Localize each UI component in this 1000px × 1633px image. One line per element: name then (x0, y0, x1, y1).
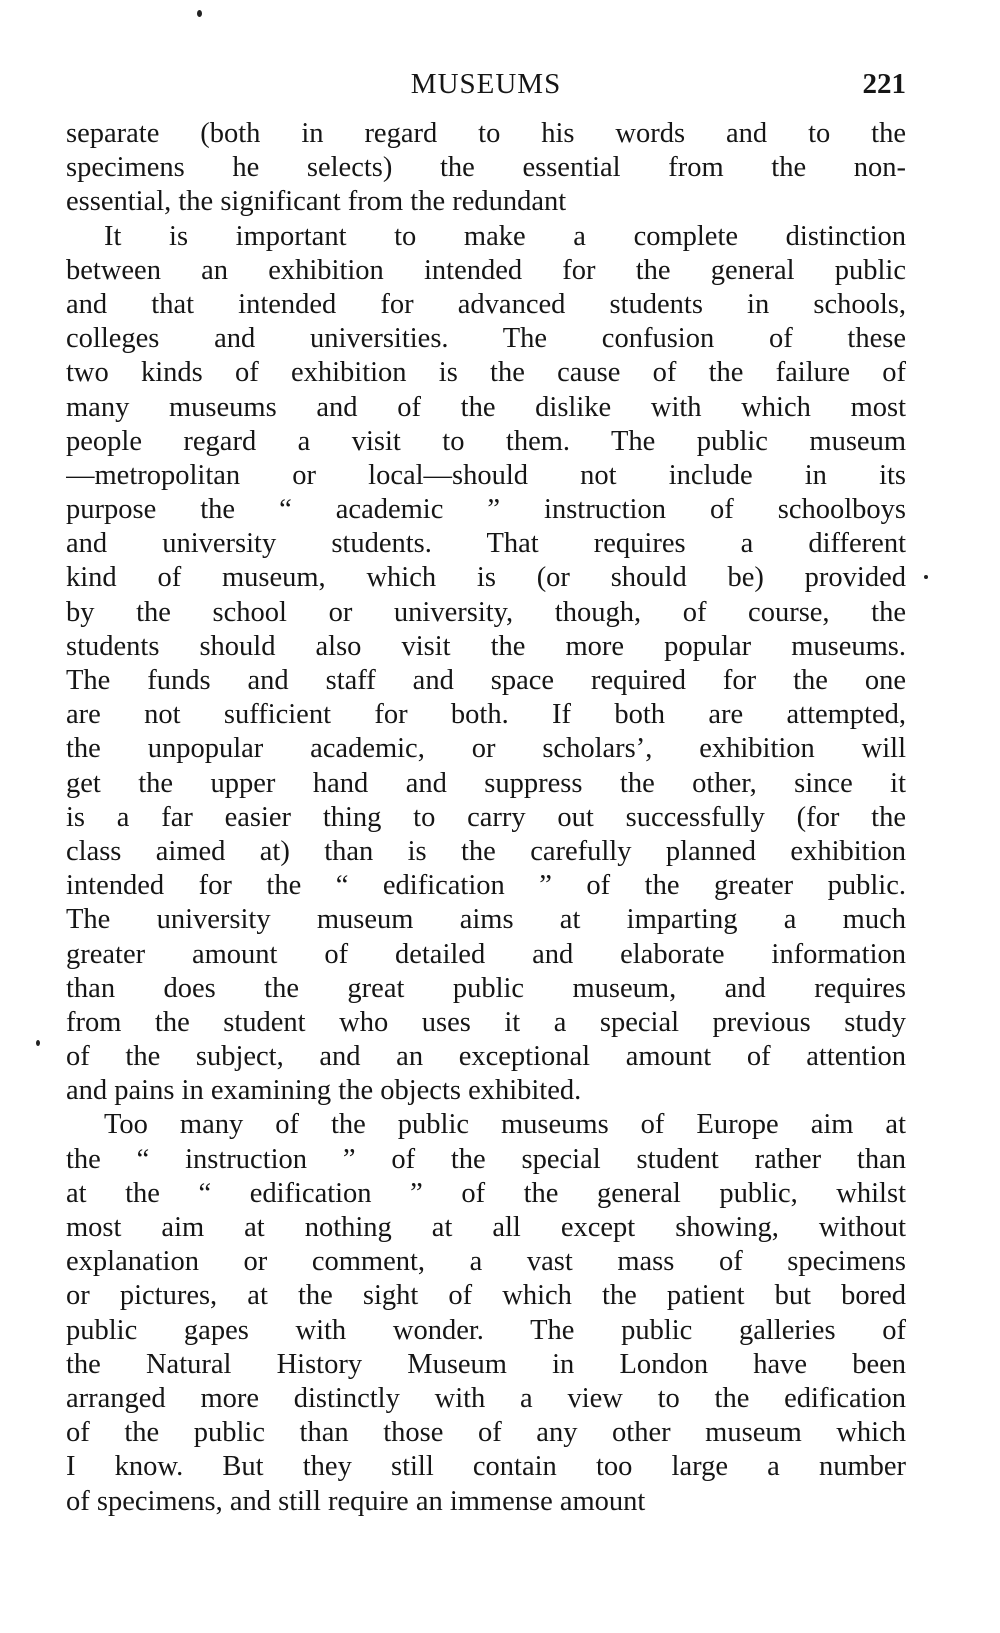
text-line: kind of museum, which is (or should be) provided (66, 562, 906, 594)
paragraph (66, 1108, 906, 1518)
text-line: at the “ edification ” of the general public, whilst (66, 1177, 906, 1209)
text-line: get the upper hand and suppress the other, since it (66, 767, 906, 799)
text-line: Too many of the public museums of Europe aim at (104, 1109, 906, 1141)
text-line: purpose the “ academic ” instruction of schoolboys (66, 494, 906, 526)
text-line: and pains in examining the objects exhibited. (66, 1075, 582, 1107)
text-line: public gapes with wonder. The public galleries of (66, 1314, 906, 1346)
text-line: arranged more distinctly with a view to the edification (66, 1382, 906, 1414)
ink-speck-left (36, 1040, 40, 1046)
text-line: or pictures, at the sight of which the patient but bored (66, 1280, 906, 1312)
text-line: many museums and of the dislike with which most (66, 391, 906, 423)
text-line: than does the great public museum, and requires (66, 972, 906, 1004)
text-line: most aim at nothing at all except showing, without (66, 1212, 906, 1243)
text-line: greater amount of detailed and elaborate information (66, 938, 906, 970)
ink-speck-right (924, 575, 928, 579)
paragraph (66, 117, 906, 220)
text-line: the “ instruction ” of the special student rather than (66, 1143, 906, 1175)
text-line: of the subject, and an exceptional amount of attention (66, 1041, 906, 1073)
text-line: students should also visit the more popular museums. (66, 630, 906, 662)
text-line: by the school or university, though, of course, the (66, 596, 906, 628)
text-line: The funds and staff and space required for the one (66, 665, 906, 696)
text-line: —metropolitan or local—should not include in its (66, 459, 906, 491)
ink-speck-top (197, 10, 202, 17)
text-line: The university museum aims at imparting a much (66, 904, 906, 936)
text-line: people regard a visit to them. The public museum (66, 425, 906, 457)
text-line: the unpopular academic, or scholars’, exhibition will (66, 733, 906, 765)
text-line: essential, the significant from the redundant (66, 186, 567, 218)
running-head: MUSEUMS (410, 68, 562, 100)
text-line: class aimed at) than is the carefully planned exhibition (66, 835, 906, 867)
text-line: are not sufficient for both. If both are attempted, (66, 699, 906, 731)
text-line: specimens he selects) the essential from the non- (66, 152, 906, 184)
paragraph (66, 220, 906, 1109)
text-line: I know. But they still contain too large a number (66, 1451, 906, 1483)
text-line: It is important to make a complete distinction (104, 220, 906, 252)
text-line: and university students. That requires a different (66, 528, 906, 560)
text-line: is a far easier thing to carry out successfully (for the (66, 801, 906, 833)
text-line: of specimens, and still require an immense amount (66, 1485, 646, 1517)
text-line: colleges and universities. The confusion of these (66, 323, 906, 355)
text-line: explanation or comment, a vast mass of specimens (66, 1246, 906, 1278)
text-line: and that intended for advanced students in schools, (66, 288, 906, 320)
text-line: the Natural History Museum in London have been (66, 1348, 906, 1380)
body-text (66, 117, 906, 1519)
text-line: between an exhibition intended for the general public (66, 254, 906, 286)
text-line: intended for the “ edification ” of the greater public. (66, 870, 906, 902)
text-line: from the student who uses it a special previous study (66, 1006, 906, 1038)
text-line: separate (both in regard to his words and to the (66, 118, 906, 149)
text-line: two kinds of exhibition is the cause of the failure of (66, 357, 906, 389)
page-number: 221 (862, 68, 906, 100)
page-header (66, 68, 906, 116)
text-line: of the public than those of any other museum which (66, 1417, 906, 1449)
